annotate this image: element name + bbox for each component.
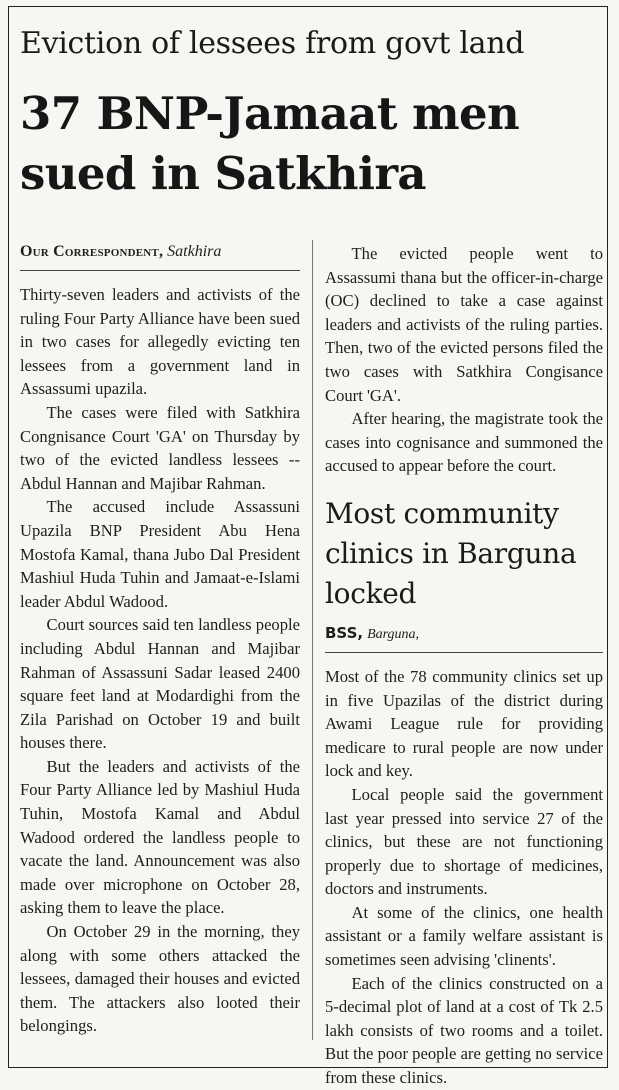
column-divider	[312, 240, 313, 1040]
second-article-paragraph: Local people said the government last year pressed into service 27 of the clinics, but these are not functioning properly due to shortage of medicines, doctors and instruments.	[325, 784, 603, 899]
article-paragraph: The evicted people went to Assassumi thana but the officer-in-charge (OC) declined to take a case against leaders and activists of the ruling parties. Then, two of the evicted persons filed the two cases with Satkhira Congisance Court 'GA'.	[325, 244, 603, 405]
second-byline-name: BSS,	[325, 623, 364, 642]
article-paragraph: Court sources said ten landless people including Abdul Hannan and Majibar Rahman of Assassuni Sadar leased 2400 square feet land at Modardighi from the Zila Parishad on October 19 and built houses there.	[20, 615, 300, 753]
byline	[20, 240, 300, 271]
main-headline	[20, 84, 605, 204]
article-paragraph: After hearing, the magistrate took the cases into cognisance and summoned the accused to appear before the court.	[325, 409, 603, 476]
second-byline-location: Barguna,	[367, 626, 420, 642]
article-paragraph: But the leaders and activists of the Four Party Alliance led by Mashiul Huda Tuhin, Mostofa Kamal and Abdul Wadood ordered the landless people to vacate the land. Announcement was also made over microphone on October 28, asking them to leave the place.	[20, 756, 300, 918]
left-column	[20, 240, 300, 1038]
second-article-paragraph: At some of the clinics, one health assistant or a family welfare assistant is sometimes seen advising 'clinents'.	[325, 902, 603, 970]
article-paragraph: Thirty-seven leaders and activists of the ruling Four Party Alliance have been sued in two cases for allegedly evicting ten lessees from a government land in Assassumi upazila.	[20, 285, 300, 399]
second-article-paragraph: Most of the 78 community clinics set up in five Upazilas of the district during Awami League rule for providing medicare to rural people are now under lock and key.	[325, 666, 603, 781]
byline-name: Our Correspondent,	[20, 243, 164, 260]
kicker-headline: Eviction of lessees from govt land	[20, 26, 525, 61]
main-headline-line-2: sued in Satkhira	[20, 147, 426, 200]
second-article-paragraph: Each of the clinics constructed on a 5-decimal plot of land at a cost of Tk 2.5 lakh consists of two rooms and a toilet. But the poor people are getting no service from these clinics.	[325, 973, 603, 1088]
article-paragraph: On October 29 in the morning, they along with some others attacked the lessees, damaged their houses and evicted them. The attackers also looted their belongings.	[20, 922, 300, 1036]
byline-location: Satkhira	[167, 243, 222, 260]
main-headline-line-1: 37 BNP-Jamaat men	[20, 87, 520, 140]
second-article-byline	[325, 622, 603, 653]
right-column	[325, 242, 603, 1090]
article-paragraph: The accused include Assassuni Upazila BNP President Abu Hena Mostofa Kamal, thana Jubo Dal President Mashiul Huda Tuhin and Jamaat-e-Islami leader Abdul Wadood.	[20, 497, 300, 611]
article-paragraph: The cases were filed with Satkhira Congnisance Court 'GA' on Thursday by two of the evicted landless lessees -- Abdul Hannan and Majibar Rahman.	[20, 402, 300, 493]
second-article-headline: Most community clinics in Barguna locked	[325, 496, 577, 610]
